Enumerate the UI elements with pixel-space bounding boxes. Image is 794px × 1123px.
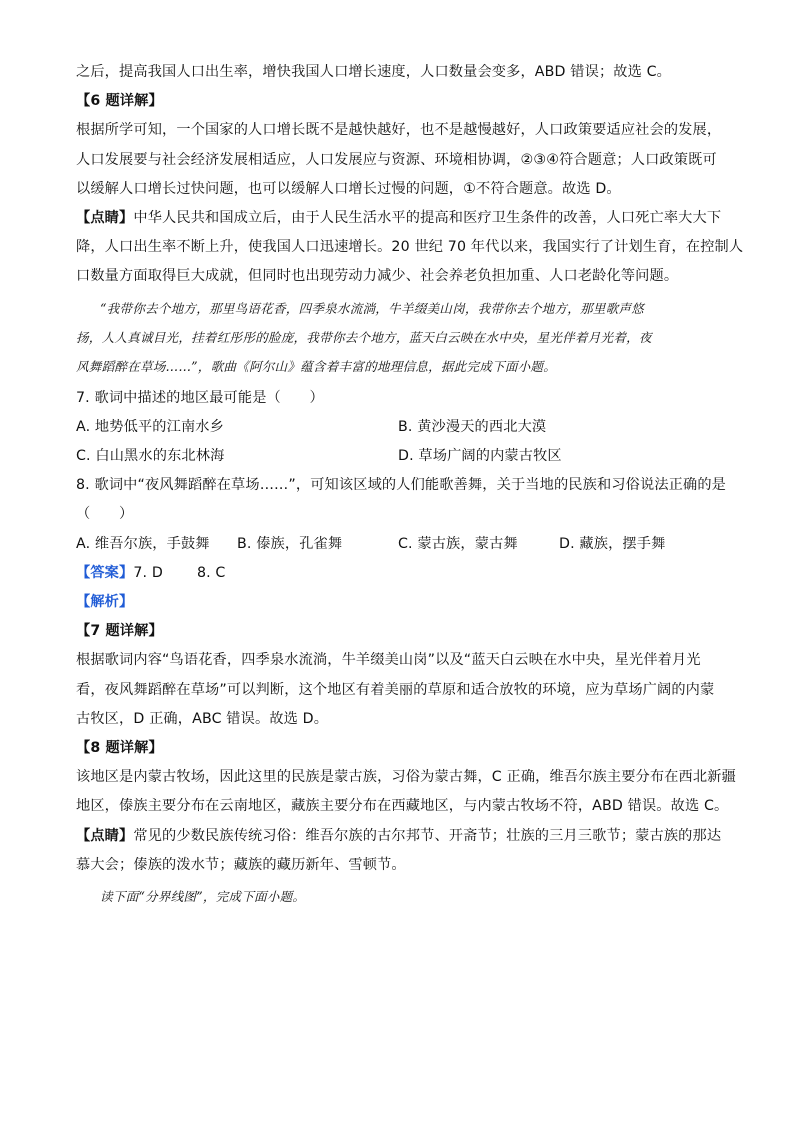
option-d: D. 草场广阔的内蒙古牧区 (398, 448, 562, 465)
question-7-options-row1 (76, 413, 720, 442)
dianjing-text: 常见的少数民族传统习俗：维吾尔族的古尔邦节、开斋节；壮族的三月三歌节；蒙古族的那达 (133, 827, 722, 844)
text-line: 口数量方面取得巨大成就，但同时也出现劳动力减少、社会养老负担加重、人口老龄化等问题。 (76, 268, 679, 285)
text-line: 根据所学可知，一个国家的人口增长既不是越快越好，也不是越慢越好，人口政策要适应社会的发展， (76, 122, 722, 139)
passage-line: 风舞蹈醉在草场……”，歌曲《阿尔山》蕴含着丰富的地理信息，据此完成下面小题。 (76, 358, 557, 374)
paragraph-dianjing-2 (76, 822, 720, 880)
lyrics-passage (76, 294, 720, 381)
text-line: 该地区是内蒙古牧场，因此这里的民族是蒙古族，习俗为蒙古舞，C 正确，维吾尔族主要分布在西北新疆 (76, 769, 736, 786)
answer-label: 【答案】 (76, 564, 134, 581)
option-b: B. 傣族，孔雀舞 (237, 535, 343, 552)
section-header-q6: 【6 题详解】 (76, 93, 163, 110)
text-line: 人口发展要与社会经济发展相适应，人口发展应与资源、环境相协调，②③④符合题意；人口政策既可 (76, 151, 717, 168)
option-a: A. 维吾尔族，手鼓舞 (76, 535, 210, 552)
passage-line: “我带你去个地方，那里鸟语花香，四季泉水流淌，牛羊缀美山岗，我带你去个地方，那里歌声悠 (100, 300, 644, 316)
dianjing-label: 【点睛】 (76, 827, 134, 844)
paragraph-q7-detail (76, 646, 720, 734)
text-line (76, 822, 720, 851)
option-c: C. 白山黑水的东北林海 (76, 448, 225, 465)
section-header-q8: 【8 题详解】 (76, 740, 163, 757)
question-8-stem-cont: （ ） (76, 506, 134, 523)
text-line: 根据歌词内容“鸟语花香，四季泉水流淌，牛羊缀美山岗”以及“蓝天白云映在水中央，星光伴着月光 (76, 652, 701, 669)
question-8-options (76, 530, 720, 559)
paragraph-q6-detail (76, 116, 720, 204)
option-b: B. 黄沙漫天的西北大漠 (398, 418, 547, 435)
paragraph-dianjing (76, 204, 744, 292)
option-c: C. 蒙古族，蒙古舞 (398, 535, 518, 552)
passage-line: 扬，人人真诚目光，挂着红彤彤的脸庞，我带你去个地方，蓝天白云映在水中央，星光伴着月光着，夜 (76, 329, 652, 345)
dianjing-label: 【点睛】 (76, 210, 134, 227)
answer-8: 8. C (196, 564, 226, 581)
text-line (76, 204, 720, 233)
question-8-stem: 8. 歌词中“夜风舞蹈醉在草场……”，可知该区域的人们能歌善舞，关于当地的民族和习俗说法正确的是 (76, 477, 727, 494)
option-d: D. 藏族，摆手舞 (559, 535, 666, 552)
paragraph-q8-detail (76, 763, 736, 821)
text-line: 地区，傣族主要分布在云南地区，藏族主要分布在西藏地区，与内蒙古牧场不符，ABD 错误。故选 C。 (76, 798, 729, 815)
text-line: 看，夜风舞蹈醉在草场”可以判断，这个地区有着美丽的草原和适合放牧的环境，应为草场广阔的内蒙 (76, 681, 715, 698)
answer-7: 7. D (133, 564, 163, 581)
answer-row (76, 559, 720, 588)
text-line: 降，人口出生率不断上升，使我国人口迅速增长。20 世纪 70 年代以来，我国实行了计划生育，在控制人 (76, 239, 744, 256)
section-header-q7: 【7 题详解】 (76, 623, 163, 640)
text-line: 以缓解人口增长过快问题，也可以缓解人口增长过慢的问题，①不符合题意。故选 D。 (76, 180, 621, 197)
analysis-label: 【解析】 (76, 594, 134, 611)
text-line: 古牧区，D 正确，ABC 错误。故选 D。 (76, 710, 329, 727)
text-line: 慕大会；傣族的泼水节；藏族的藏历新年、雪顿节。 (76, 856, 406, 873)
text-line: 之后，提高我国人口出生率，增快我国人口增长速度，人口数量会变多，ABD 错误；故选 C。 (76, 64, 672, 80)
question-7-options-row2 (76, 442, 720, 471)
next-section-intro: 读下面“分界线图”，完成下面小题。 (100, 889, 306, 905)
option-a: A. 地势低平的江南水乡 (76, 418, 224, 435)
question-7-stem: 7. 歌词中描述的地区最可能是（ ） (76, 389, 324, 406)
dianjing-text: 中华人民共和国成立后，由于人民生活水平的提高和医疗卫生条件的改善，人口死亡率大大下 (133, 210, 722, 227)
document-page (76, 58, 744, 911)
